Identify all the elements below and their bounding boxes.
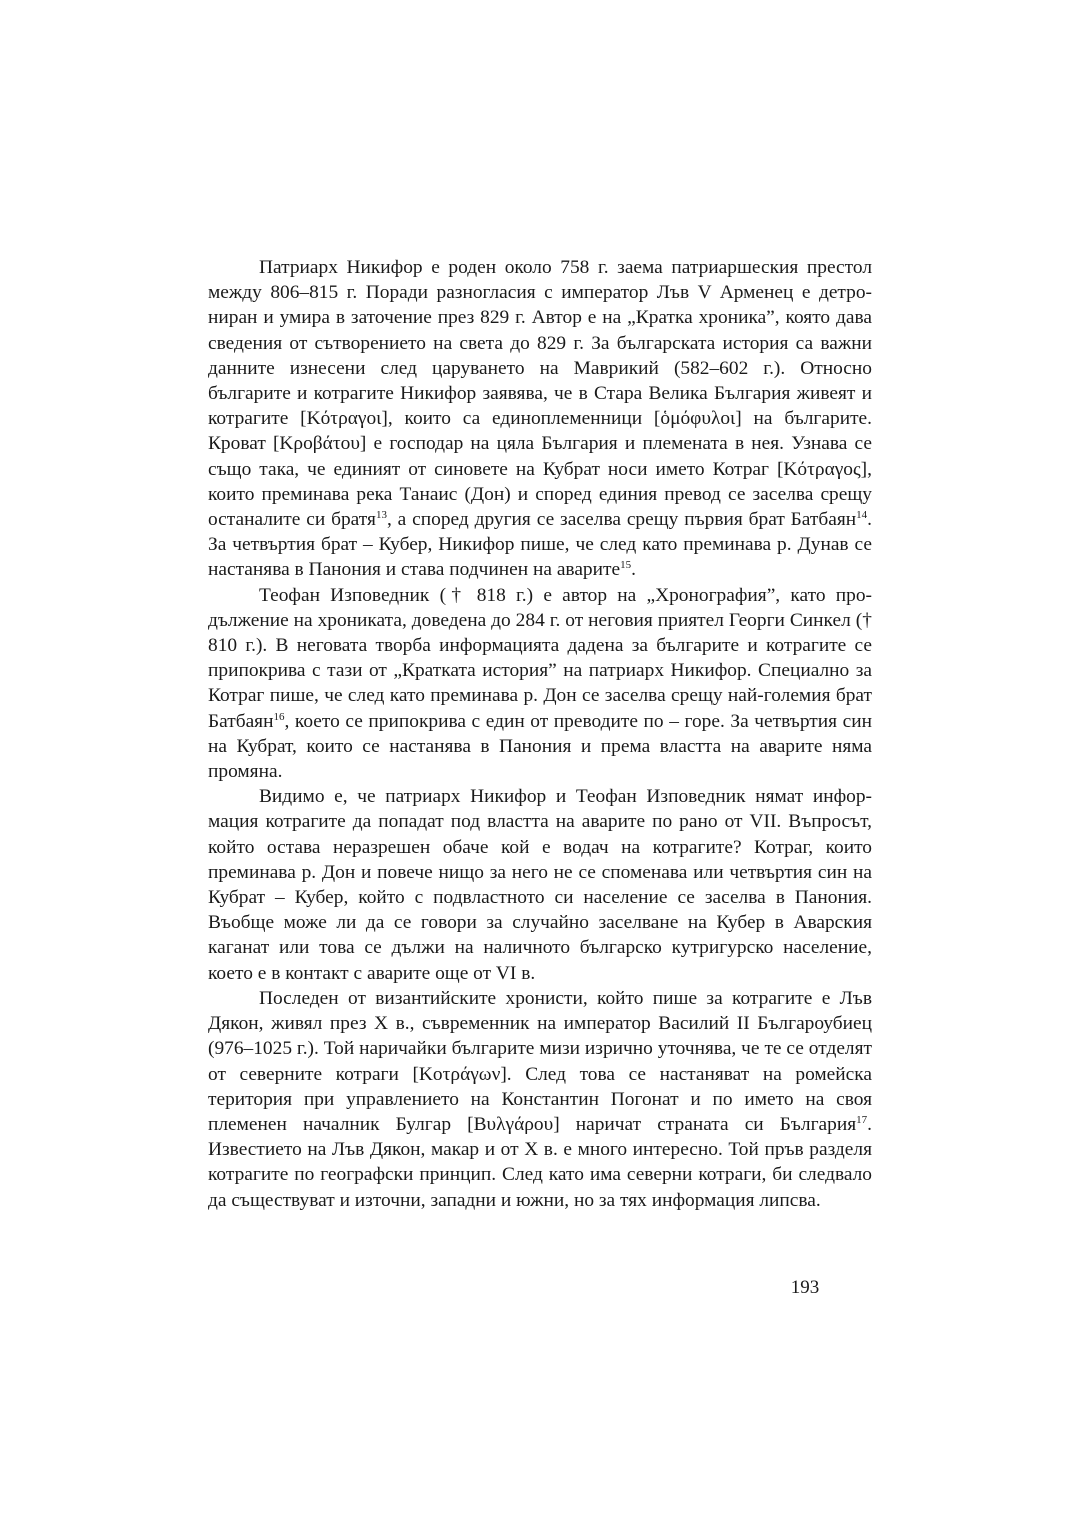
footnote-ref-16[interactable]: 16 <box>273 710 285 723</box>
text-run: Последен от византийските хронисти, който пише за котрагите е Лъв Дякон, живял през X в., съвременник на император Василий II Българоубиец (976–1025 г.). Той наричайки българите мизи изрично уточнява, че те се отделят от северните котраги [Κοτράγων]. След това се настаняват на ромейска територия при управлението на Константин Погонат и по името на своя племенен началник Булгар [Βυλγάρου] наричат страната си България <box>208 987 872 1135</box>
body-text <box>208 255 872 1213</box>
text-run: . Известието на Лъв Дякон, макар и от X в. е много интересно. Той пръв разделя котрагите по географски принцип. След като има северни котраги, би следвало да съществуват и източни, западни и южни, но за тях информация липсва. <box>208 1113 872 1211</box>
text-run: Теофан Изповедник († 818 г.) е автор на „Хронография”, като продължение на хрониката, доведена до 284 г. от неговия приятел Георги Синкел († 810 г.). В неговата творба информацията дадена за българите и котрагите се припокрива с тази от „Кратката история” на патриарх Никифор. Специално за Котраг пише, че след като преминава р. Дон се заселва срещу най-големия брат Батбаян <box>208 584 872 732</box>
paragraph-2 <box>208 583 872 785</box>
footnote-ref-14[interactable]: 14 <box>856 509 868 522</box>
paragraph-1 <box>208 255 872 583</box>
text-run: Видимо е, че патриарх Никифор и Теофан Изповедник нямат информация котрагите да попадат под властта на аварите по рано от VII. Въпросът, който остава неразрешен обаче кой е водач на котрагите? Котраг, които преминава р. Дон и повече нищо за него не се споменава или четвъртия син на Кубрат – Кубер, който с подвластното си население се заселва в Панония. Въобще може ли да се говори за случайно заселване на Кубер в Аварския каганат или това се дължи на наличното българско кутригурско население, което е в контакт с аварите още от VI в. <box>208 786 872 984</box>
text-run: Патриарх Никифор е роден около 758 г. заема патриаршеския престол между 806–815 г. Поради разногласия с император Лъв V Арменец е детрониран и умира в заточение през 829 г. Автор е на „Кратка хроника”, която дава сведения от сътворението на света до 829 г. За българската история са важни данните изнесени след царуването на Маврикий (582–602 г.). Относно българите и котрагите Никифор заявява, че в Стара Велика България живеят и котрагите [Κότραγοι], които са единоплеменници [ὁμόφυλοι] на българите. Кроват [Κροβάτου] е господар на цяла България и племената в нея. Узнава се също така, че единият от синовете на Кубрат носи името Котраг [Κότραγος], които преминава река Танаис (Дон) и според единия превод се заселва срещу останалите си братя <box>208 257 872 531</box>
footnote-ref-13[interactable]: 13 <box>375 509 387 522</box>
footnote-ref-15[interactable]: 15 <box>620 559 632 572</box>
paragraph-3 <box>208 784 872 986</box>
text-run: , а според другия се заселва срещу първия брат Батбаян <box>386 509 857 531</box>
text-run: . За четвъртия брат – Кубер, Никифор пише, че след като преминава р. Дунав се настанява в Панония и става подчинен на аварите <box>208 509 873 581</box>
page-number: 193 <box>790 1277 820 1298</box>
paragraph-4 <box>208 986 872 1213</box>
footnote-ref-17[interactable]: 17 <box>856 1113 868 1126</box>
text-run: , което се припокрива с един от преводите по – горе. За четвъртия син на Кубрат, които се настанява в Панония и према властта на аварите няма промяна. <box>208 710 872 783</box>
text-run: . <box>631 559 636 581</box>
